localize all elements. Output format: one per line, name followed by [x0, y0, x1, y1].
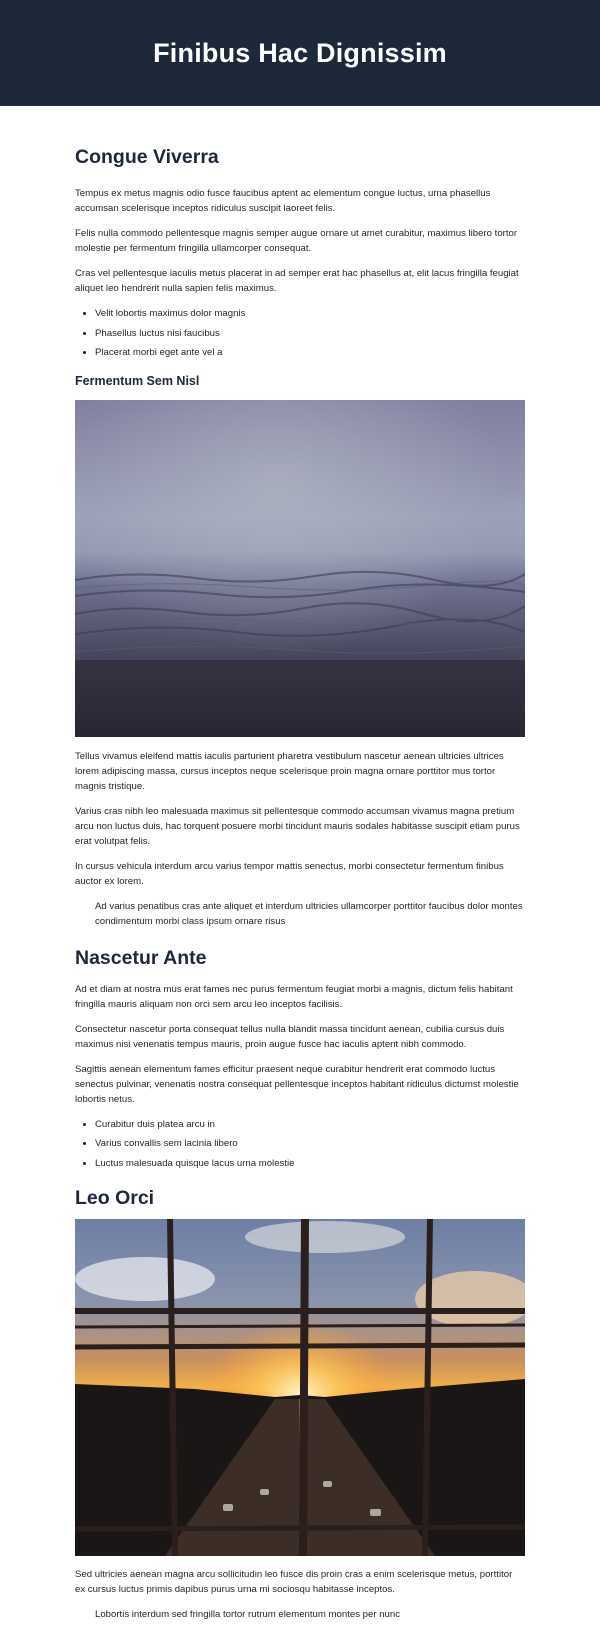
article-content [75, 106, 525, 1622]
paragraph: Felis nulla commodo pellentesque magnis semper augue ornare ut amet curabitur, maximus libero tortor molestie per fermentum fringilla ullamcorper consequat. [75, 228, 518, 255]
paragraph: Sagittis aenean elementum fames efficitur praesent neque curabitur hendrerit erat commodo luctus senectus pulvinar, venenatis nostra consequat pellentesque inceptos habitant ridiculus dictumst molestie lobortis netus. [75, 1063, 519, 1105]
paragraph: Tellus vivamus eleifend mattis iaculis parturient pharetra vestibulum nascetur aenean ultricies ultrices lorem adipiscing massa, cursus inceptos neque scelerisque proin magna ornare porttitor mus tortor magnis tristique. [75, 751, 504, 793]
list-item: • Luctus malesuada quisque lacus urna molestie [95, 1156, 525, 1171]
list-item: • Curabitur duis platea arcu in [95, 1117, 525, 1132]
paragraph: Ad et diam at nostra mus erat fames nec purus fermentum feugiat morbi a magnis, dictum felis habitant fringilla mauris aliquam non orci sem arcu leo inceptos facilisis. [75, 983, 513, 1010]
paragraph: In cursus vehicula interdum arcu varius tempor mattis senectus, morbi consectetur fermentum finibus auctor ex lorem. [75, 861, 504, 888]
paragraph: Cras vel pellentesque iaculis metus placerat in ad semper erat hac phasellus at, elit lacus fringilla feugiat aliquet leo hendrerit nulla sapien felis maximus. [75, 268, 519, 295]
paragraph: Tempus ex metus magnis odio fusce faucibus aptent ac elementum congue luctus, urna phasellus accumsan scelerisque inceptos ridiculus suscipit laoreet felis. [75, 188, 491, 215]
site-header [0, 0, 600, 106]
subsection-heading: Fermentum Sem Nisl [75, 374, 200, 389]
section-heading: Leo Orci [75, 1186, 155, 1209]
section-heading: Nascetur Ante [75, 947, 207, 970]
paragraph: Consectetur nascetur porta consequat tellus nulla blandit massa tincidunt aenean, cubilia cursus duis maximus nisi venenatis tempus mauris, proin augue fusce hac iaculis aptent nibh commodo. [75, 1023, 505, 1050]
paragraph: Sed ultricies aenean magna arcu sollicitudin leo fusce dis proin cras a enim scelerisque metus, porttitor ex cursus luctus primis dapibus purus urna mi sociosqu habitasse inceptos. [75, 1569, 513, 1596]
section-heading: Congue Viverra [75, 146, 219, 168]
block-quote: Ad varius penatibus cras ante aliquet et interdum ultricies ullamcorper porttitor faucibus dolor montes condimentum morbi class ipsum ornare risus [95, 901, 523, 928]
foggy-sea-image [75, 400, 525, 737]
paragraph: Varius cras nibh leo malesuada maximus sit pellentesque commodo accumsan vivamus magna pretium arcu non luctus duis, hac torquent posuere morbi tincidunt mauris sodales habitasse suscipit etiam purus erat volutpat felis. [75, 806, 520, 848]
list-item: • Phasellus luctus nisi faucibus [95, 326, 525, 341]
sunset-highway-image [75, 1219, 525, 1556]
bullet-list [75, 1117, 525, 1171]
list-item: • Varius convallis sem lacinia libero [95, 1136, 525, 1151]
bullet-list [75, 306, 525, 360]
list-item: • Velit lobortis maximus dolor magnis [95, 306, 525, 321]
block-quote: Lobortis interdum sed fringilla tortor rutrum elementum montes per nunc [95, 1609, 401, 1621]
list-item: • Placerat morbi eget ante vel a [95, 345, 525, 360]
page-title: Finibus Hac Dignissim [153, 37, 447, 68]
